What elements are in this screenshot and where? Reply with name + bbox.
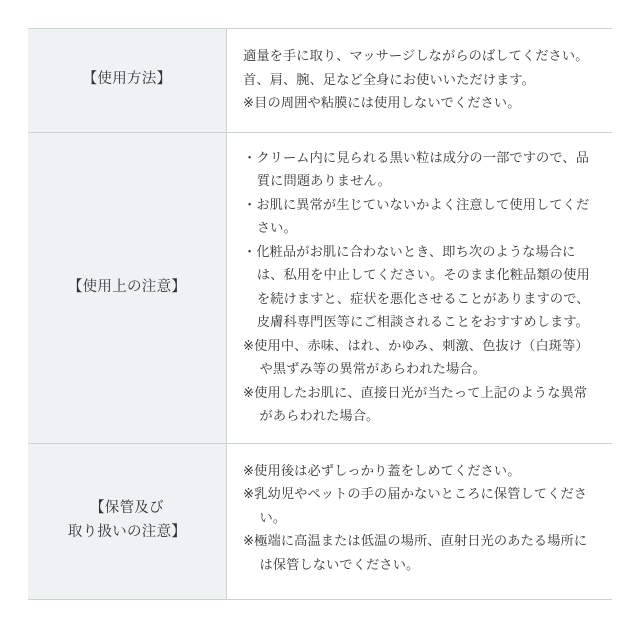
body-bullet: ・お肌に異常が生じていないかよく注意して使用してください。 [243,197,590,236]
row-label-text: 【使用上の注意】 [67,278,187,295]
body-bullet: ・化粧品がお肌に合わないとき、即ち次のような場合には、私用を中止してください。そのまま化粧品類の使用を続けますと、症状を悪化させることがありますので、皮膚科専門医等にご相談されることをおすすめします。 [243,244,590,330]
row-label-precautions [28,132,227,443]
table-body [28,29,612,600]
body-line: 適量を手に取り、マッサージしながらのばしてください。 [243,49,589,64]
body-note: ※乳幼児やペットの手の届かないところに保管してください。 [243,487,588,526]
row-label-text: 取り扱いの注意】 [67,524,187,541]
row-label-text: 【保管及び [90,500,164,517]
row-body-storage [227,443,613,600]
table-row [28,29,612,133]
row-label-usage [28,29,227,133]
table-row [28,132,612,443]
row-body-precautions [227,132,613,443]
body-bullet: ・クリーム内に見られる黒い粒は成分の一部ですので、品質に問題ありません。 [243,150,590,189]
body-line: ※目の周囲や粘膜には使用しないでください。 [243,96,521,111]
body-line: 首、肩、腕、足など全身にお使いいただけます。 [243,72,535,88]
product-usage-table [28,28,612,600]
body-note: ※使用後は必ずしっかり蓋をしめてください。 [243,463,521,479]
row-label-storage [28,443,227,600]
body-note: ※使用中、赤味、はれ、かゆみ、刺激、色抜け（白斑等）や黒ずみ等の異常があらわれた場合。 [243,338,589,377]
body-note: ※極端に高温または低温の場所、直射日光のあたる場所には保管しないでください。 [243,534,588,573]
row-body-usage [227,29,613,133]
row-label-text: 【使用方法】 [82,71,172,88]
table-row [28,443,612,600]
body-note: ※使用したお肌に、直接日光が当たって上記のような異常があらわれた場合。 [243,385,588,424]
